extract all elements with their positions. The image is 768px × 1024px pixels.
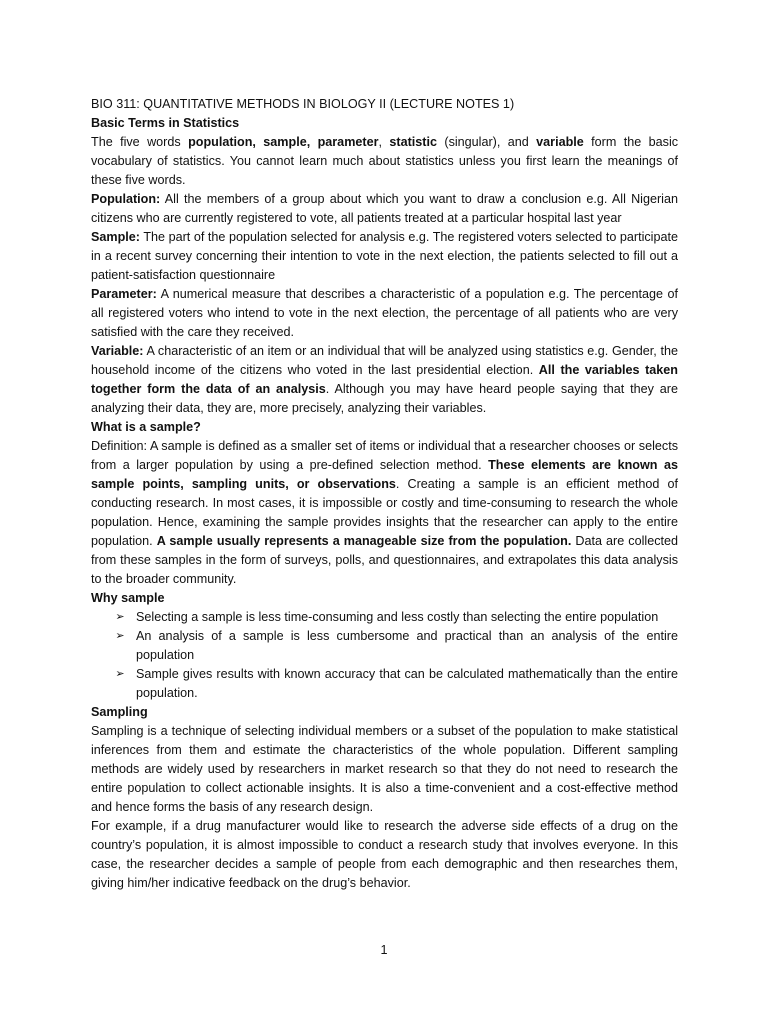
variable-bold-text: All the variables taken together form the data of an analysis bbox=[91, 363, 679, 396]
sampling-paragraph-1: Sampling is a technique of selecting individual members or a subset of the population to make statistical inferences from them and estimate the characteristics of the whole population. Different sampling methods are widely used by researchers in market research so that they do not need to research the entire population to collect actionable insights. It is also a time-convenient and a cost-effective method and hence forms the basis of any research design. bbox=[91, 724, 678, 814]
parameter-label: Parameter: bbox=[91, 287, 157, 301]
population-text: All the members of a group about which you want to draw a conclusion e.g. All Nigerian citizens who are currently registered to vote, all patients treated at a particular hospital last year bbox=[91, 192, 678, 225]
why-sample-list bbox=[91, 608, 678, 703]
definition-text-3: Data are collected from these samples in the form of surveys, polls, and questionnaires, and extrapolates this data analysis to the broader community. bbox=[91, 534, 678, 586]
arrow-bullet-icon: ➢ bbox=[115, 630, 125, 642]
document-title: BIO 311: QUANTITATIVE METHODS IN BIOLOGY II (LECTURE NOTES 1) bbox=[91, 97, 515, 111]
heading-basic-terms: Basic Terms in Statistics bbox=[91, 116, 240, 130]
list-item-text: Selecting a sample is less time-consuming and less costly than selecting the entire population bbox=[136, 610, 659, 624]
intro-bold-terms: population, sample, parameter bbox=[188, 135, 379, 149]
parameter-definition bbox=[91, 285, 678, 342]
parameter-text: A numerical measure that describes a characteristic of a population e.g. The percentage of all registered voters who intend to vote in the next election, the percentage of all patients who are very satisfied with the care they received. bbox=[91, 287, 678, 339]
population-definition bbox=[91, 190, 678, 228]
sample-definition-paragraph bbox=[91, 437, 678, 589]
intro-text-4: form the basic vocabulary of statistics. You cannot learn much about statistics unless you first learn the meanings of these five words. bbox=[91, 135, 679, 187]
sampling-paragraph-2: For example, if a drug manufacturer would like to research the adverse side effects of a drug on the country’s population, it is almost impossible to conduct a research study that involves everyone. In this case, the researcher decides a sample of people from each demographic and then researches them, giving him/her indicative feedback on the drug’s behavior. bbox=[91, 819, 678, 890]
definition-bold-1: These elements are known as sample points, sampling units, or observations bbox=[91, 458, 678, 491]
heading-sampling: Sampling bbox=[91, 705, 148, 719]
list-item bbox=[115, 627, 678, 665]
sample-definition bbox=[91, 228, 678, 285]
sample-text: The part of the population selected for analysis e.g. The registered voters selected to participate in a recent survey concerning their intention to vote in the next election, the patients selected to fill out a patient-satisfaction questionnaire bbox=[91, 230, 678, 282]
arrow-bullet-icon: ➢ bbox=[115, 611, 125, 623]
intro-text-3: (singular), and bbox=[437, 135, 537, 149]
definition-text-1: Definition: A sample is defined as a smaller set of items or individual that a researcher chooses or selects from a larger population by using a pre-defined selection method. bbox=[91, 439, 678, 472]
definition-text-2: . Creating a sample is an efficient method of conducting research. In most cases, it is impossible or costly and time-consuming to research the whole population. Hence, examining the sample provides insights that the researcher can apply to the entire population. bbox=[91, 477, 679, 548]
sample-label: Sample: bbox=[91, 230, 140, 244]
page-number: 1 bbox=[380, 943, 388, 957]
document-page bbox=[91, 95, 678, 893]
list-item-text: Sample gives results with known accuracy that can be calculated mathematically than the entire population. bbox=[136, 667, 678, 700]
list-item-text: An analysis of a sample is less cumbersome and practical than an analysis of the entire population bbox=[136, 629, 678, 662]
variable-definition bbox=[91, 342, 678, 418]
heading-what-is-sample: What is a sample? bbox=[91, 420, 201, 434]
intro-bold-variable: variable bbox=[536, 135, 584, 149]
intro-paragraph bbox=[91, 133, 678, 190]
intro-bold-statistic: statistic bbox=[389, 135, 437, 149]
arrow-bullet-icon: ➢ bbox=[115, 668, 125, 680]
population-label: Population: bbox=[91, 192, 161, 206]
intro-text-2: , bbox=[378, 135, 390, 149]
variable-text-2: . Although you may have heard people saying that they are analyzing their data, they are, more precisely, analyzing their variables. bbox=[91, 382, 678, 415]
variable-text-1: A characteristic of an item or an individual that will be analyzed using statistics e.g. Gender, the household income of the citizens who voted in the last presidential election. bbox=[91, 344, 678, 377]
heading-why-sample: Why sample bbox=[91, 591, 165, 605]
variable-label: Variable: bbox=[91, 344, 144, 358]
definition-bold-2: A sample usually represents a manageable size from the population. bbox=[156, 534, 572, 548]
list-item bbox=[115, 608, 678, 627]
list-item bbox=[115, 665, 678, 703]
intro-text-1: The five words bbox=[91, 135, 189, 149]
